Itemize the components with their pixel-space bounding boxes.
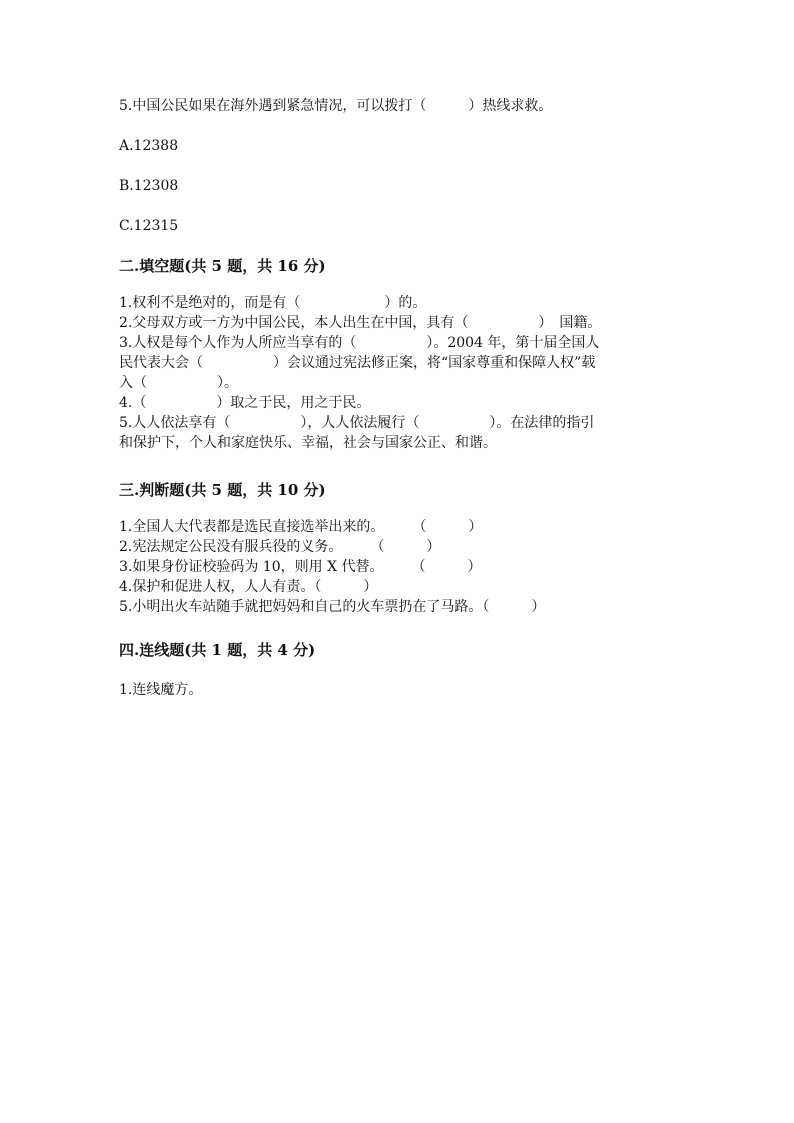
- true-false-line: 2.宪法规定公民没有服兵役的义务。 （ ）: [119, 539, 441, 555]
- fill-blank-line: 2.父母双方或一方为中国公民，本人出生在中国，具有（ ） 国籍。: [119, 315, 602, 331]
- question-5-option-c: [119, 216, 679, 236]
- option-b: B.12308: [119, 178, 179, 194]
- fill-blank-line: 1.权利不是绝对的，而是有（ ）的。: [119, 295, 427, 311]
- true-false-line: 3.如果身份证校验码为 10，则用 X 代替。 （ ）: [119, 559, 482, 575]
- matching-line: 1.连线魔方。: [119, 682, 203, 698]
- section-2-heading: 二.填空题(共 5 题，共 16 分): [119, 257, 326, 275]
- question-5-option-a: [119, 136, 679, 156]
- section-3-body: [119, 517, 679, 617]
- section-4-body: [119, 680, 679, 700]
- fill-blank-line: 民代表大会（ ）会议通过宪法修正案，将“国家尊重和保障人权”载: [119, 355, 596, 371]
- true-false-line: 5.小明出火车站随手就把妈妈和自己的火车票扔在了马路。（ ）: [119, 599, 546, 615]
- section-2-heading-block: [119, 256, 679, 276]
- fill-blank-line: 入（ ）。: [119, 375, 238, 391]
- section-3-heading: 三.判断题(共 5 题，共 10 分): [119, 481, 326, 499]
- fill-blank-line: 5.人人依法享有（ ），人人依法履行（ ）。在法律的指引: [119, 415, 595, 431]
- section-3-heading-block: [119, 480, 679, 500]
- question-5-option-b: [119, 176, 679, 196]
- option-a: A.12388: [119, 138, 179, 154]
- question-5-stem: 5.中国公民如果在海外遇到紧急情况，可以拨打（ ）热线求救。: [119, 98, 553, 114]
- fill-blank-line: 4.（ ）取之于民，用之于民。: [119, 395, 371, 411]
- section-2-body: [119, 293, 679, 453]
- question-5: [119, 96, 679, 116]
- true-false-line: 1.全国人大代表都是选民直接选举出来的。 （ ）: [119, 519, 483, 535]
- option-c: C.12315: [119, 218, 179, 234]
- fill-blank-line: 和保护下，个人和家庭快乐、幸福，社会与国家公正、和谐。: [119, 435, 497, 451]
- true-false-line: 4.保护和促进人权，人人有责。（ ）: [119, 579, 378, 595]
- section-4-heading: 四.连线题(共 1 题，共 4 分): [119, 641, 316, 659]
- section-4-heading-block: [119, 640, 679, 660]
- fill-blank-line: 3.人权是每个人作为人所应当享有的（ ）。2004 年，第十届全国人: [119, 335, 600, 351]
